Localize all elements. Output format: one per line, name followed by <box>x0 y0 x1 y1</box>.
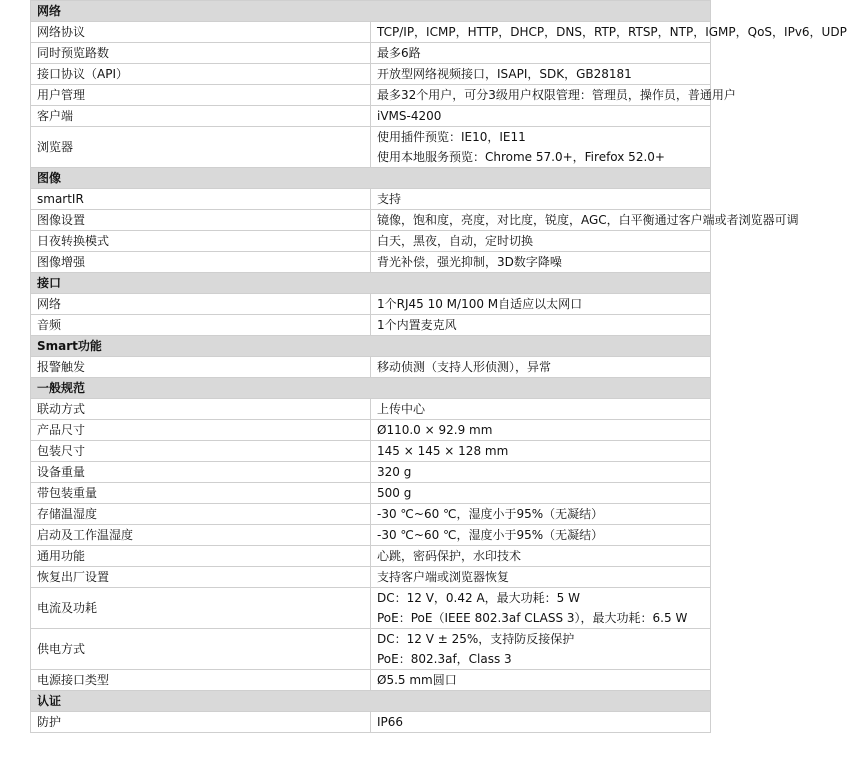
spec-value <box>371 629 711 670</box>
section-title: Smart功能 <box>31 336 711 357</box>
section-header <box>31 336 711 357</box>
spec-value <box>371 420 711 441</box>
table-row <box>31 43 711 64</box>
spec-label: 音频 <box>31 315 371 336</box>
spec-value <box>371 546 711 567</box>
spec-value <box>371 43 711 64</box>
spec-value-line: PoE：PoE（IEEE 802.3af CLASS 3），最大功耗：6.5 W <box>377 611 688 625</box>
spec-label: 包装尺寸 <box>31 441 371 462</box>
table-row <box>31 357 711 378</box>
spec-label: 产品尺寸 <box>31 420 371 441</box>
spec-value <box>371 106 711 127</box>
spec-value-line: 背光补偿，强光抑制，3D数字降噪 <box>377 255 562 269</box>
spec-value-line: 支持 <box>377 192 402 206</box>
spec-table <box>30 0 847 733</box>
spec-value <box>371 567 711 588</box>
table-row <box>31 588 711 629</box>
spec-value <box>371 127 711 168</box>
spec-value-line: 移动侦测（支持人形侦测），异常 <box>377 360 552 374</box>
spec-value-line: 白天，黑夜，自动，定时切换 <box>377 234 534 248</box>
table-row <box>31 189 711 210</box>
spec-value-line: 镜像，饱和度，亮度，对比度，锐度，AGC，白平衡通过客户端或者浏览器可调 <box>377 213 799 227</box>
spec-label: 浏览器 <box>31 127 371 168</box>
spec-value <box>371 483 711 504</box>
spec-value-line: 1个内置麦克风 <box>377 318 457 332</box>
spec-value-line: 最多32个用户，可分3级用户权限管理：管理员，操作员，普通用户 <box>377 88 736 102</box>
spec-value <box>371 294 711 315</box>
table-row <box>31 504 711 525</box>
spec-value-line: 最多6路 <box>377 46 421 60</box>
spec-label: 设备重量 <box>31 462 371 483</box>
section-title: 一般规范 <box>31 378 711 399</box>
table-row <box>31 294 711 315</box>
spec-label: smartIR <box>31 189 371 210</box>
table-row <box>31 231 711 252</box>
section-title: 接口 <box>31 273 711 294</box>
spec-value-line: Ø5.5 mm圆口 <box>377 673 457 687</box>
spec-value-line: 支持客户端或浏览器恢复 <box>377 570 510 584</box>
spec-label: 日夜转换模式 <box>31 231 371 252</box>
spec-label: 存储温湿度 <box>31 504 371 525</box>
spec-label: 用户管理 <box>31 85 371 106</box>
spec-label: 网络协议 <box>31 22 371 43</box>
spec-label: 图像设置 <box>31 210 371 231</box>
spec-label: 恢复出厂设置 <box>31 567 371 588</box>
spec-value <box>371 252 711 273</box>
table-row <box>31 525 711 546</box>
table-row <box>31 315 711 336</box>
spec-label: 带包装重量 <box>31 483 371 504</box>
spec-value-line: IP66 <box>377 715 404 729</box>
spec-value <box>371 399 711 420</box>
spec-value-line: 320 g <box>377 465 412 479</box>
section-title: 网络 <box>31 1 711 22</box>
spec-value-line: 145 × 145 × 128 mm <box>377 444 509 458</box>
spec-label: 电流及功耗 <box>31 588 371 629</box>
spec-value <box>371 462 711 483</box>
spec-value-line: -30 ℃~60 ℃，湿度小于95%（无凝结） <box>377 507 604 521</box>
table-row <box>31 567 711 588</box>
table-row <box>31 670 711 691</box>
spec-label: 客户端 <box>31 106 371 127</box>
spec-label: 防护 <box>31 712 371 733</box>
spec-value-line: Ø110.0 × 92.9 mm <box>377 423 493 437</box>
spec-value-line: -30 ℃~60 ℃，湿度小于95%（无凝结） <box>377 528 604 542</box>
spec-label: 报警触发 <box>31 357 371 378</box>
table-row <box>31 712 711 733</box>
spec-label: 图像增强 <box>31 252 371 273</box>
spec-label: 通用功能 <box>31 546 371 567</box>
section-title: 认证 <box>31 691 711 712</box>
spec-value <box>371 85 736 106</box>
spec-value <box>371 22 847 43</box>
section-header <box>31 378 711 399</box>
spec-value-line: 1个RJ45 10 M/100 M自适应以太网口 <box>377 297 583 311</box>
table-row <box>31 252 711 273</box>
spec-label: 启动及工作温湿度 <box>31 525 371 546</box>
spec-value <box>371 588 711 629</box>
spec-value-line: 上传中心 <box>377 402 426 416</box>
spec-value-line: DC：12 V ± 25%，支持防反接保护 <box>377 632 575 646</box>
spec-value-line: 使用本地服务预览：Chrome 57.0+，Firefox 52.0+ <box>377 150 665 164</box>
spec-label: 同时预览路数 <box>31 43 371 64</box>
spec-value <box>371 357 711 378</box>
spec-value <box>371 189 711 210</box>
spec-label: 联动方式 <box>31 399 371 420</box>
spec-label: 电源接口类型 <box>31 670 371 691</box>
section-header <box>31 273 711 294</box>
table-row <box>31 483 711 504</box>
spec-label: 供电方式 <box>31 629 371 670</box>
spec-value <box>371 64 711 85</box>
spec-value <box>371 210 799 231</box>
spec-value <box>371 504 711 525</box>
section-header <box>31 1 711 22</box>
spec-value-line: PoE：802.3af，Class 3 <box>377 652 512 666</box>
spec-value-line: 开放型网络视频接口，ISAPI，SDK，GB28181 <box>377 67 632 81</box>
table-row <box>31 629 711 670</box>
spec-value-line: 心跳，密码保护，水印技术 <box>377 549 522 563</box>
spec-value <box>371 231 711 252</box>
spec-label: 接口协议（API） <box>31 64 371 85</box>
table-row <box>31 85 711 106</box>
table-row <box>31 441 711 462</box>
spec-value-line: DC：12 V，0.42 A，最大功耗：5 W <box>377 591 580 605</box>
table-row <box>31 210 711 231</box>
section-header <box>31 168 711 189</box>
spec-value <box>371 712 711 733</box>
table-row <box>31 420 711 441</box>
spec-value-line: 500 g <box>377 486 412 500</box>
table-row <box>31 64 711 85</box>
spec-value-line: iVMS-4200 <box>377 109 442 123</box>
table-row <box>31 399 711 420</box>
spec-value <box>371 441 711 462</box>
spec-body <box>31 1 847 733</box>
table-row <box>31 127 711 168</box>
table-row <box>31 546 711 567</box>
spec-value-line: 使用插件预览：IE10，IE11 <box>377 130 526 144</box>
table-row <box>31 462 711 483</box>
table-row <box>31 106 711 127</box>
spec-value <box>371 315 711 336</box>
spec-label: 网络 <box>31 294 371 315</box>
table-row <box>31 22 711 43</box>
spec-value <box>371 670 711 691</box>
spec-value-line: TCP/IP，ICMP，HTTP，DHCP，DNS，RTP，RTSP，NTP，IGMP，QoS，IPv6，UDP <box>377 25 847 39</box>
spec-value <box>371 525 711 546</box>
section-title: 图像 <box>31 168 711 189</box>
section-header <box>31 691 711 712</box>
